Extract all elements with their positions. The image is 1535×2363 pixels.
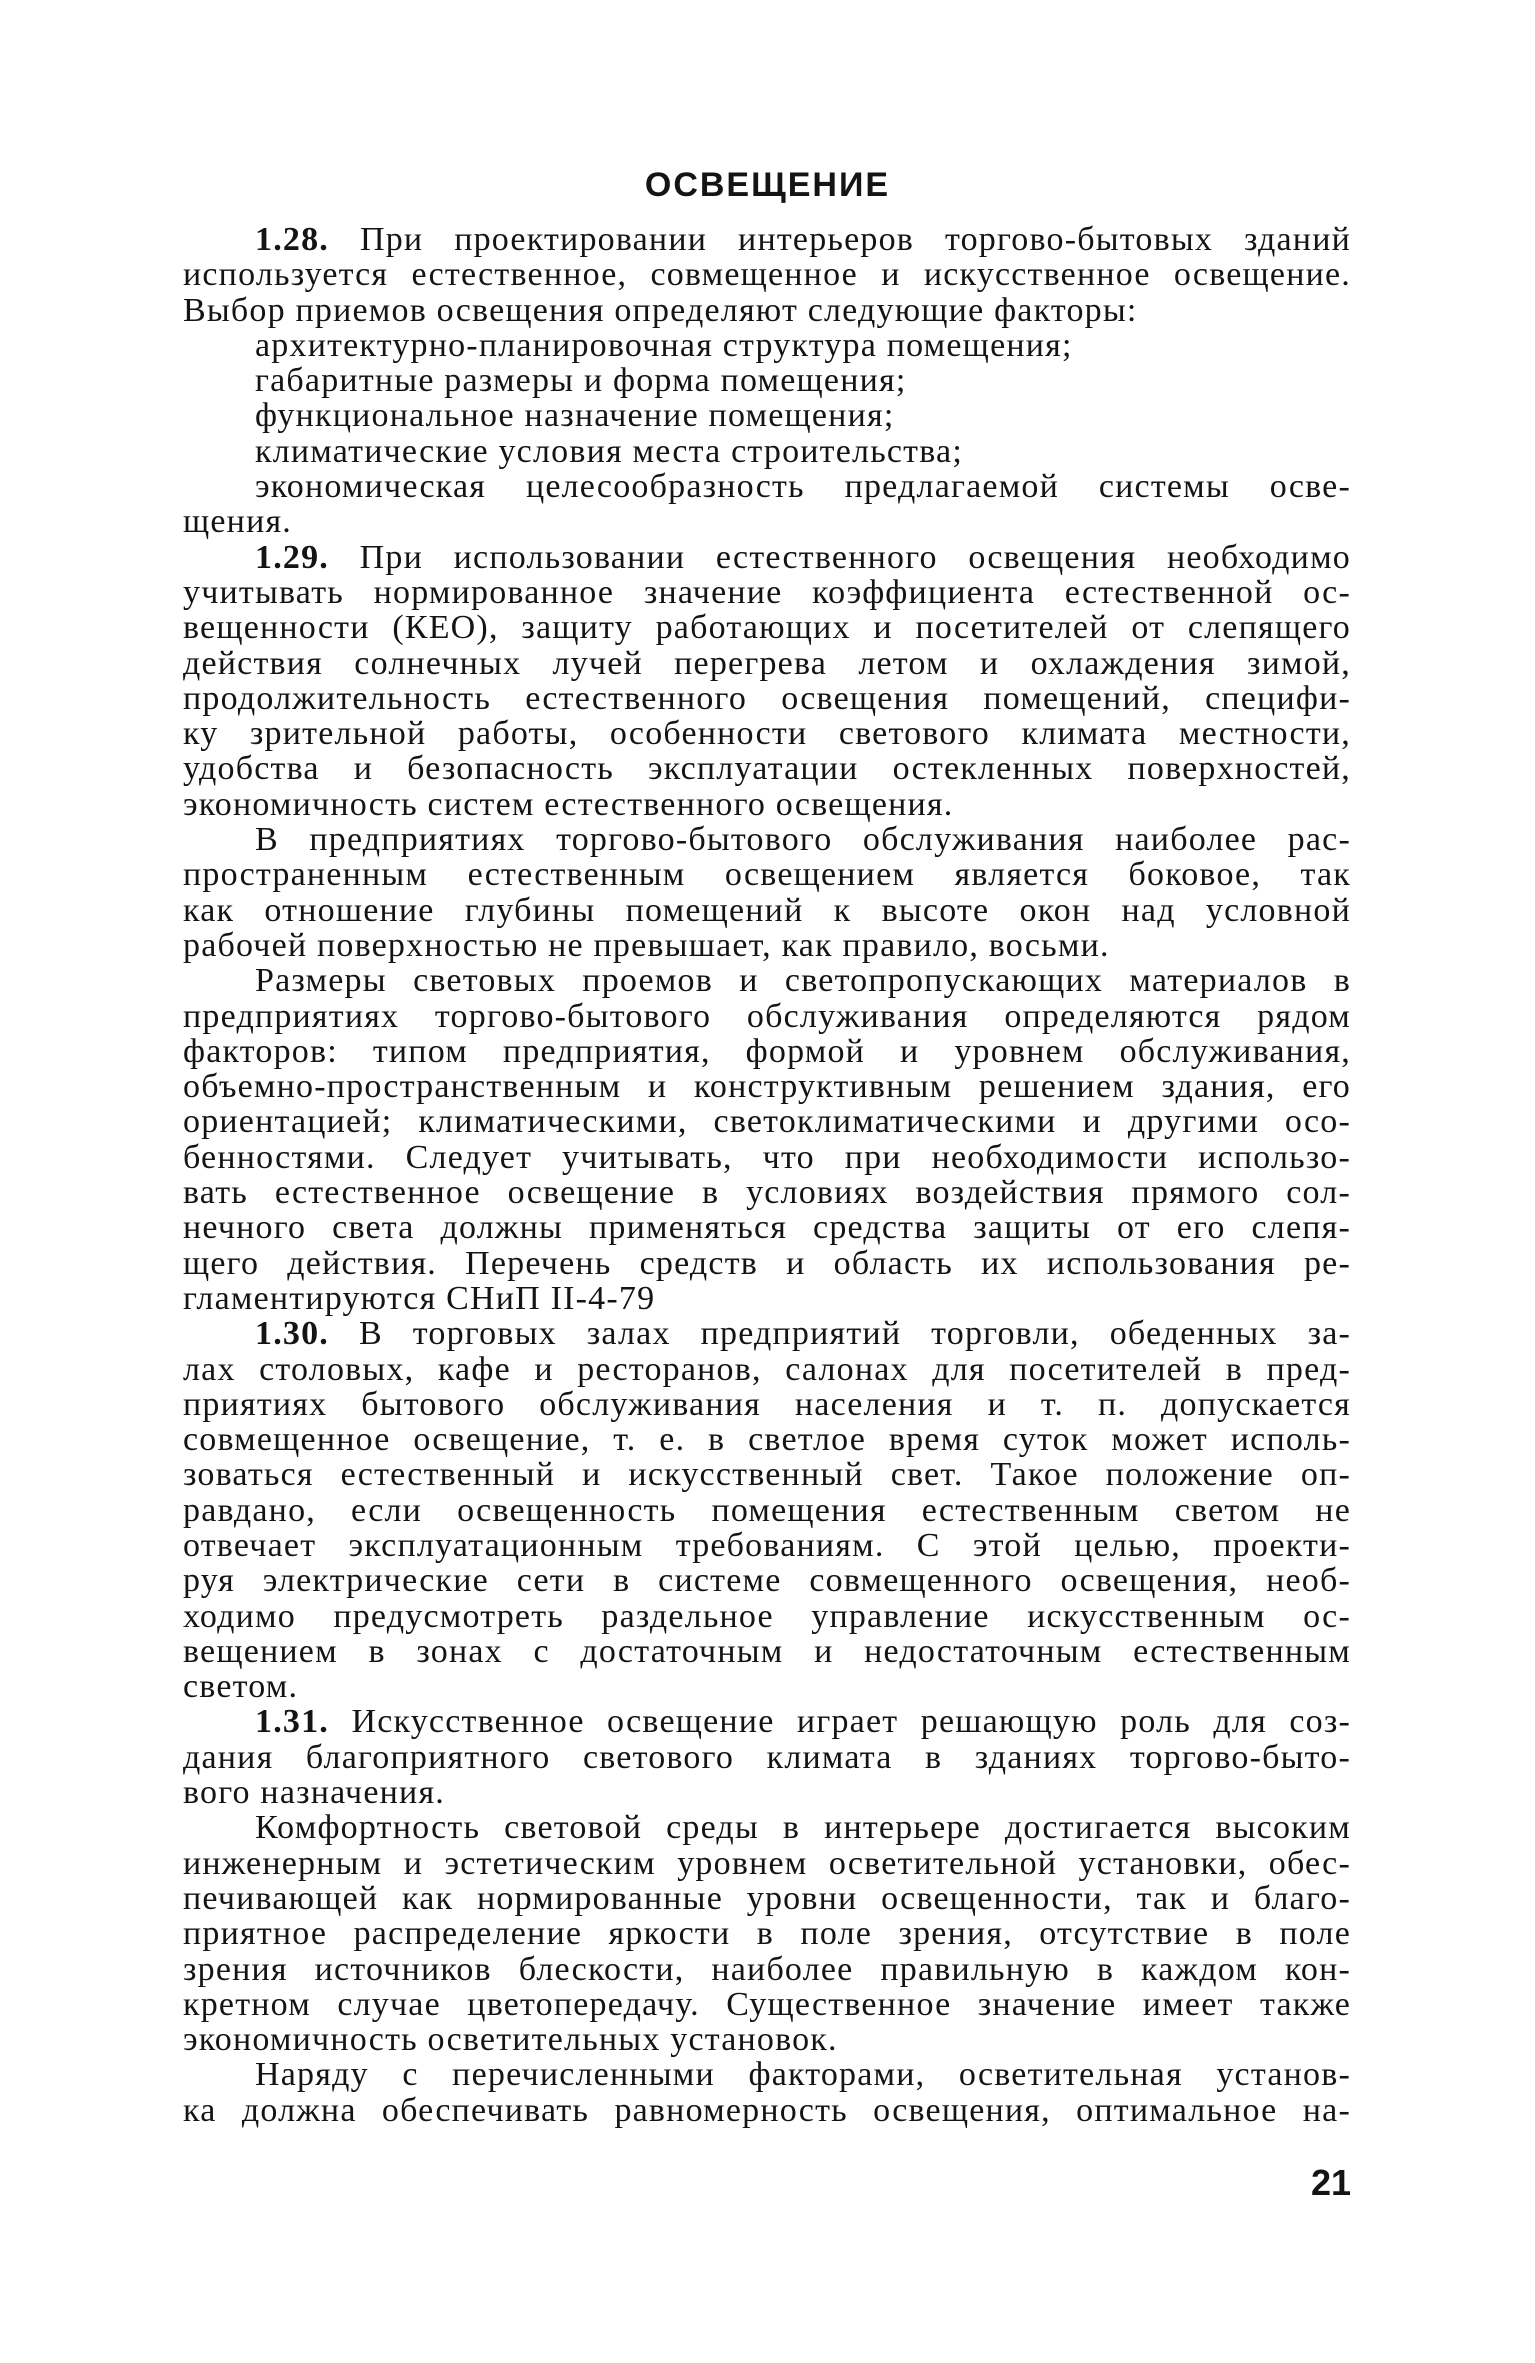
line-text: пространенным естественным освещением является боковое, так [183,856,1351,894]
text-line [183,1881,1351,1916]
text-line [183,1034,1351,1069]
text-line [183,1916,1351,1951]
line-text: В предприятиях торгово-бытового обслуживания наиболее рас- [255,821,1351,859]
line-text: функциональное назначение помещения; [255,397,895,435]
line-text: используется естественное, совмещенное и искусственное освещение. [183,256,1351,294]
line-text: гламентируются СНиП II-4-79 [183,1279,656,1317]
line-text: экономичность осветительных установок. [183,2021,838,2059]
text-line [183,257,1351,292]
text-line [183,1422,1351,1457]
line-text: отвечает эксплуатационным требованиям. С этой целью, проекти- [183,1526,1351,1564]
line-text: равдано, если освещенность помещения естественным светом не [183,1491,1351,1529]
line-text: экономичность систем естественного освещения. [183,785,954,823]
text-line [183,1952,1351,1987]
text-line [183,1634,1351,1669]
line-text: дания благоприятного светового климата в зданиях торгово-быто- [183,1738,1351,1776]
text-line [183,504,1351,539]
text-line [183,1281,1351,1316]
line-text: предприятиях торгово-бытового обслуживания определяются рядом [183,997,1351,1035]
line-text: зоваться естественный и искусственный свет. Такое положение оп- [183,1456,1351,1494]
line-text: Наряду с перечисленными факторами, осветительная установ- [255,2056,1351,2094]
text-line [183,328,1351,363]
text-line [183,646,1351,681]
text-line [183,398,1351,433]
line-text: приятное распределение яркости в поле зрения, отсутствие в поле [183,1915,1351,1953]
line-text: печивающей как нормированные уровни освещенности, так и благо- [183,1879,1351,1917]
line-text: ку зрительной работы, особенности светового климата местности, [183,715,1351,753]
text-line [183,1246,1351,1281]
page-number: 21 [1310,2162,1351,2203]
line-text: вого назначения. [183,1774,445,1812]
line-text: совмещенное освещение, т. е. в светлое время суток может исполь- [183,1421,1351,1459]
line-text: При использовании естественного освещения необходимо [359,538,1351,576]
line-text: габаритные размеры и форма помещения; [255,362,907,400]
line-text: вещенности (КЕО), защиту работающих и посетителей от слепящего [183,609,1351,647]
line-text: как отношение глубины помещений к высоте окон над условной [183,891,1351,929]
line-text: приятиях бытового обслуживания населения и т. п. допускается [183,1385,1351,1423]
line-text: вать естественное освещение в условиях воздействия прямого сол- [183,1174,1351,1212]
line-text: учитывать нормированное значение коэффициента естественной ос- [183,573,1351,611]
text-line [183,751,1351,786]
text-line [183,610,1351,645]
line-text: Размеры световых проемов и светопропускающих материалов в [255,962,1351,1000]
text-line [183,1104,1351,1139]
line-text: При проектировании интерьеров торгово-бытовых зданий [359,221,1351,258]
line-text: В торговых залах предприятий торговли, обеденных за- [358,1315,1352,1353]
text-line [183,822,1351,857]
text-line [183,1352,1351,1387]
line-text: нечного света должны применяться средства защиты от его слепя- [183,1209,1351,1247]
clause-number: 1.30. [255,1315,329,1353]
line-text: светом. [183,1668,299,1706]
text-line [183,1387,1351,1422]
clause-number: 1.31. [255,1703,329,1741]
text-line [183,857,1351,892]
text-line [183,999,1351,1034]
text-line [183,1669,1351,1704]
text-line [183,2057,1351,2092]
line-text: инженерным и эстетическим уровнем осветительной установки, обес- [183,1844,1351,1882]
text-line [183,222,1351,257]
text-line [183,1810,1351,1845]
line-text: объемно-пространственным и конструктивным решением здания, его [183,1068,1351,1106]
line-text: щения. [183,503,293,541]
text-line [183,1140,1351,1175]
text-line [183,1987,1351,2022]
text-line [183,1846,1351,1881]
text-line [183,469,1351,504]
line-text: лах столовых, кафе и ресторанов, салонах для посетителей в пред- [183,1350,1351,1388]
line-text: климатические условия места строительства; [255,432,963,470]
body-text [183,222,1351,2128]
text-line [183,1704,1351,1739]
line-text: руя электрические сети в системе совмещенного освещения, необ- [183,1562,1351,1600]
line-text: ориентацией; климатическими, светоклиматическими и другими осо- [183,1103,1351,1141]
text-line [183,928,1351,963]
text-line [183,2093,1351,2128]
clause-number: 1.29. [255,538,329,576]
text-line [183,540,1351,575]
line-text: экономическая целесообразность предлагаемой системы осве- [255,468,1351,506]
text-line [183,1599,1351,1634]
text-line [183,716,1351,751]
line-text: действия солнечных лучей перегрева летом и охлаждения зимой, [183,644,1351,682]
text-line [183,1210,1351,1245]
line-text: Выбор приемов освещения определяют следующие факторы: [183,291,1138,329]
text-line [183,434,1351,469]
text-line [183,1775,1351,1810]
text-line [183,1563,1351,1598]
line-text: удобства и безопасность эксплуатации остекленных поверхностей, [183,750,1351,788]
text-line [183,363,1351,398]
line-text: архитектурно-планировочная структура помещения; [255,326,1073,364]
line-text: зрения источников блескости, наиболее правильную в каждом кон- [183,1950,1351,1988]
line-text: вещением в зонах с достаточным и недостаточным естественным [183,1632,1351,1670]
text-line [183,787,1351,822]
line-text: Комфортность световой среды в интерьере достигается высоким [255,1809,1351,1847]
line-text: бенностями. Следует учитывать, что при необходимости использо- [183,1138,1351,1176]
line-text: продолжительность естественного освещения помещений, специфи- [183,679,1351,717]
line-text: кретном случае цветопередачу. Существенное значение имеет также [183,1985,1351,2023]
text-line [183,893,1351,928]
text-line [183,1069,1351,1104]
text-line [183,1457,1351,1492]
line-text: рабочей поверхностью не превышает, как правило, восьми. [183,926,1110,964]
text-line [183,681,1351,716]
text-line [183,1528,1351,1563]
line-text: ходимо предусмотреть раздельное управление искусственным ос- [183,1597,1351,1635]
clause-number: 1.28. [255,221,329,258]
text-line [183,963,1351,998]
text-line [183,1316,1351,1351]
text-line [183,2022,1351,2057]
text-line [183,293,1351,328]
line-text: факторов: типом предприятия, формой и уровнем обслуживания, [183,1032,1351,1070]
line-text: щего действия. Перечень средств и область их использования ре- [183,1244,1351,1282]
text-line [183,575,1351,610]
text-line [183,1175,1351,1210]
line-text: ка должна обеспечивать равномерность освещения, оптимальное на- [183,2091,1351,2129]
text-line [183,1493,1351,1528]
section-title: ОСВЕЩЕНИЕ [644,166,891,204]
text-line [183,1740,1351,1775]
line-text: Искусственное освещение играет решающую роль для соз- [351,1703,1351,1741]
